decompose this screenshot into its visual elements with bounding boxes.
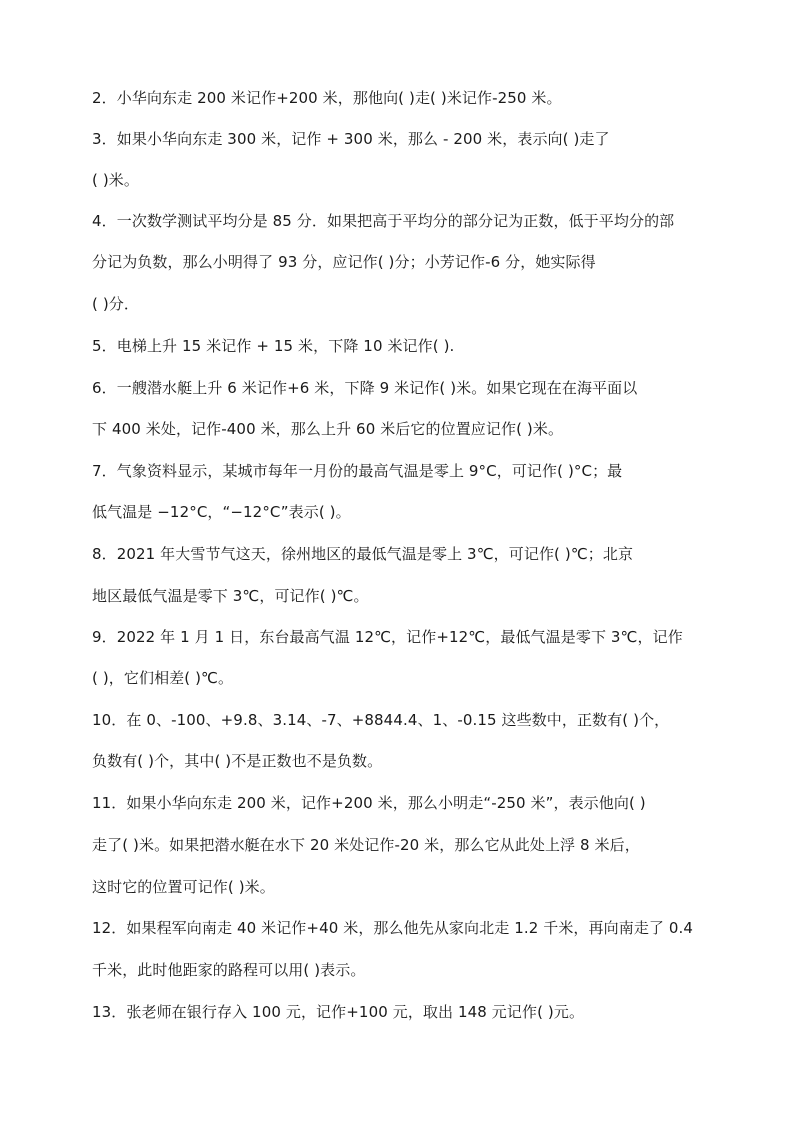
question-8-line-2: 地区最低气温是零下 3℃，可记作( )℃。 bbox=[92, 587, 369, 605]
question-3-line-1: 3．如果小华向东走 300 米，记作 + 300 米，那么 - 200 米，表示向( )走了 bbox=[92, 130, 610, 148]
question-3-line-2: ( )米。 bbox=[92, 171, 139, 189]
question-11-line-1: 11．如果小华向东走 200 米，记作+200 米，那么小明走“-250 米”，表示他向( ) bbox=[92, 794, 646, 812]
question-5-line-1: 5．电梯上升 15 米记作 + 15 米，下降 10 米记作( ). bbox=[92, 337, 455, 355]
question-9-line-2: ( )，它们相差( )℃。 bbox=[92, 669, 234, 687]
question-4-line-3: ( )分． bbox=[92, 295, 139, 313]
question-7-line-1: 7．气象资料显示，某城市每年一月份的最高气温是零上 9°C，可记作( )°C；最 bbox=[92, 462, 623, 480]
question-13-line-1: 13．张老师在银行存入 100 元，记作+100 元，取出 148 元记作( )元。 bbox=[92, 1003, 585, 1021]
question-12-line-1: 12．如果程军向南走 40 米记作+40 米，那么他先从家向北走 1.2 千米，再向南走了 0.4 bbox=[92, 919, 694, 937]
question-2-line-1: 2．小华向东走 200 米记作+200 米，那他向( )走( )米记作-250 米。 bbox=[92, 89, 562, 107]
question-9-line-1: 9．2022 年 1 月 1 日，东台最高气温 12℃，记作+12℃，最低气温是零下 3℃，记作 bbox=[92, 628, 683, 646]
question-7-line-2: 低气温是 −12°C，“−12°C”表示( )。 bbox=[92, 503, 351, 521]
question-6-line-1: 6．一艘潜水艇上升 6 米记作+6 米，下降 9 米记作( )米。如果它现在在海平面以 bbox=[92, 379, 638, 397]
question-11-line-2: 走了( )米。如果把潜水艇在水下 20 米处记作-20 米，那么它从此处上浮 8 米后， bbox=[92, 836, 640, 854]
question-6-line-2: 下 400 米处，记作-400 米，那么上升 60 米后它的位置应记作( )米。 bbox=[92, 420, 564, 438]
question-11-line-3: 这时它的位置可记作( )米。 bbox=[92, 878, 275, 896]
question-12-line-2: 千米，此时他距家的路程可以用( )表示。 bbox=[92, 961, 366, 979]
question-10-line-1: 10．在 0、-100、+9.8、3.14、-7、+8844.4、1、-0.15 这些数中，正数有( )个， bbox=[92, 711, 670, 729]
question-4-line-1: 4．一次数学测试平均分是 85 分．如果把高于平均分的部分记为正数，低于平均分的部 bbox=[92, 212, 675, 230]
question-10-line-2: 负数有( )个，其中( )不是正数也不是负数。 bbox=[92, 752, 383, 770]
question-4-line-2: 分记为负数，那么小明得了 93 分，应记作( )分；小芳记作-6 分，她实际得 bbox=[92, 253, 596, 271]
question-8-line-1: 8．2021 年大雪节气这天，徐州地区的最低气温是零上 3℃，可记作( )℃；北京 bbox=[92, 545, 634, 563]
